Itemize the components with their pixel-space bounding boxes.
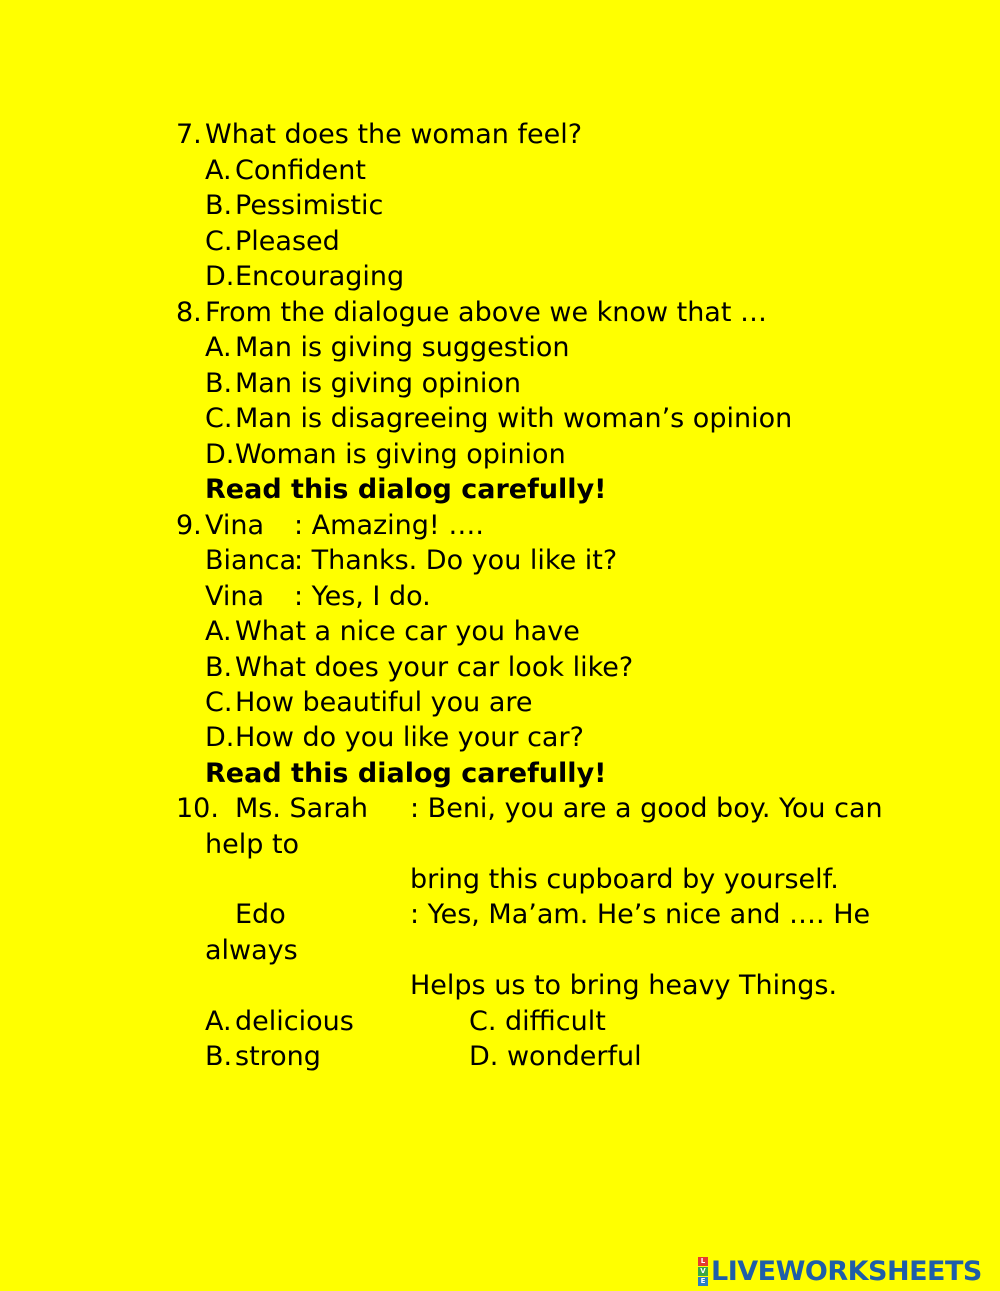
dialog-speaker: Vina (205, 581, 265, 612)
option-text: Man is disagreeing with woman’s opinion (235, 403, 793, 434)
option-letter: A. (205, 1006, 232, 1037)
option-letter: D. (205, 261, 235, 292)
option-letter: A. (205, 332, 232, 363)
option-text: What does your car look like? (235, 652, 634, 683)
dialog-line-wrap: always (205, 935, 298, 966)
option-letter: C. (205, 403, 233, 434)
question-number: 7. (176, 119, 202, 150)
option-text: Pleased (235, 226, 340, 257)
option-text: strong (235, 1041, 321, 1072)
question-number: 9. (176, 510, 202, 541)
option-letter: C. (205, 687, 233, 718)
dialog-line-wrap: help to (205, 829, 300, 860)
option-letter: B. (205, 190, 233, 221)
dialog-speaker: Ms. Sarah (235, 793, 368, 824)
dialog-line-continuation: bring this cupboard by yourself. (410, 864, 839, 895)
question-number: 10. (176, 793, 219, 824)
option-letter: B. (205, 652, 233, 683)
instruction-heading: Read this dialog carefully! (205, 758, 607, 789)
dialog-speaker: Edo (235, 899, 286, 930)
option-letter: B. (205, 1041, 233, 1072)
option-text: Pessimistic (235, 190, 384, 221)
option-text: Encouraging (235, 261, 405, 292)
dialog-line: : Thanks. Do you like it? (294, 545, 618, 576)
option-letter: D. (205, 722, 235, 753)
option-text: delicious (235, 1006, 354, 1037)
option-text: How beautiful you are (235, 687, 533, 718)
question-text: From the dialogue above we know that … (205, 297, 768, 328)
option-letter: A. (205, 155, 232, 186)
dialog-line: : Beni, you are a good boy. You can (410, 793, 883, 824)
liveworksheets-logo[interactable] (698, 1256, 982, 1286)
option-text: Man is giving suggestion (235, 332, 570, 363)
option-letter: D. (205, 439, 235, 470)
option-text: Man is giving opinion (235, 368, 522, 399)
question-text: What does the woman feel? (205, 119, 583, 150)
logo-text: LIVEWORKSHEETS (711, 1255, 982, 1287)
dialog-line: : Amazing! …. (294, 510, 484, 541)
instruction-heading: Read this dialog carefully! (205, 474, 607, 505)
option-text: How do you like your car? (235, 722, 584, 753)
option-right: C. difficult (469, 1006, 606, 1037)
dialog-line: : Yes, Ma’am. He’s nice and …. He (410, 899, 871, 930)
option-letter: C. (205, 226, 233, 257)
option-letter: B. (205, 368, 233, 399)
option-text: What a nice car you have (235, 616, 580, 647)
question-number: 8. (176, 297, 202, 328)
logo-mark-icon: L V E (698, 1257, 708, 1286)
option-text: Woman is giving opinion (235, 439, 566, 470)
option-text: Confident (235, 155, 366, 186)
dialog-speaker: Vina (205, 510, 265, 541)
dialog-line-continuation: Helps us to bring heavy Things. (410, 970, 838, 1001)
option-right: D. wonderful (469, 1041, 642, 1072)
dialog-speaker: Bianca (205, 545, 297, 576)
dialog-line: : Yes, I do. (294, 581, 431, 612)
option-letter: A. (205, 616, 232, 647)
